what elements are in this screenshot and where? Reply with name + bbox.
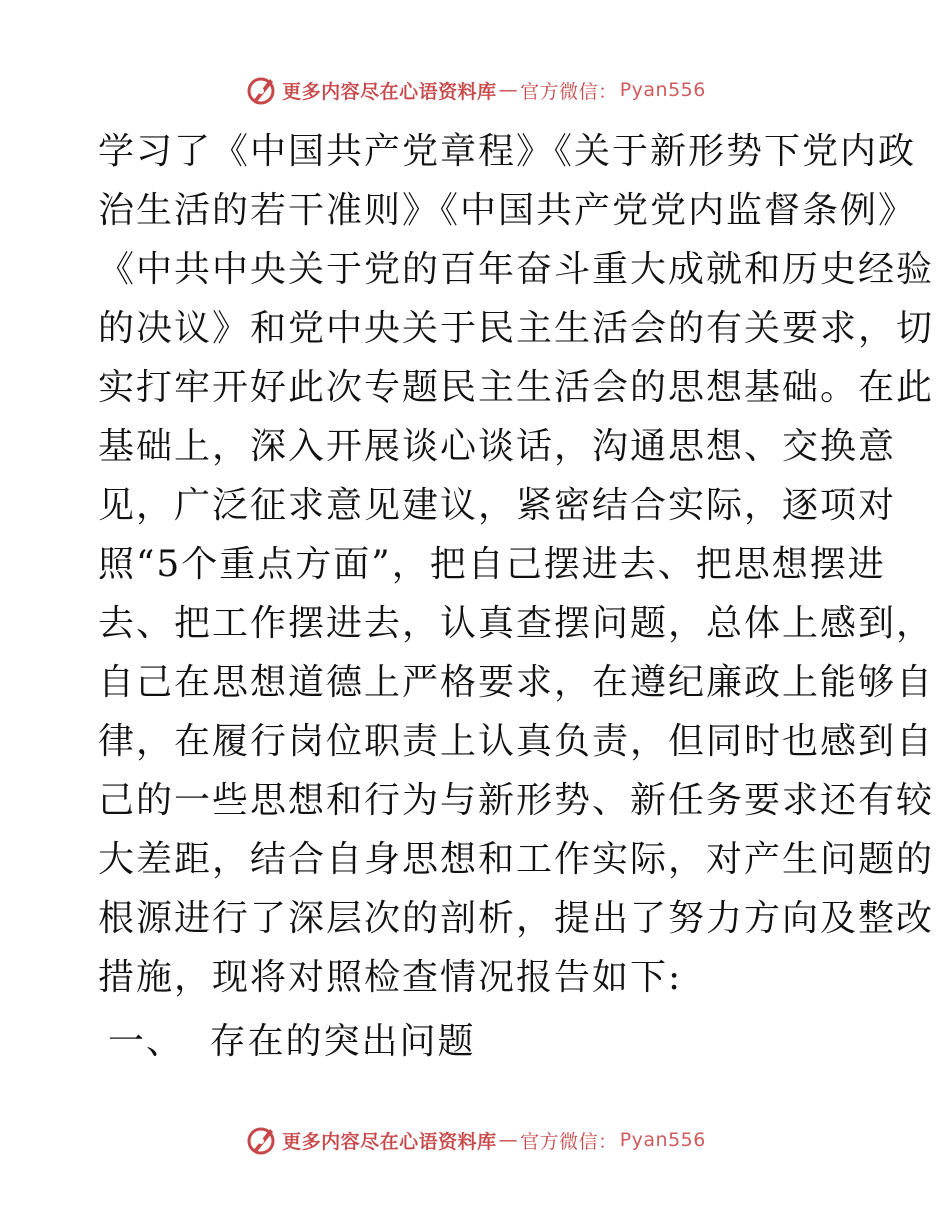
paragraph-line: 自己在思想道德上严格要求，在遵纪廉政上能够自 [98, 662, 935, 703]
footer-watermark-banner [0, 1120, 950, 1160]
paragraph-line: 大差距，结合自身思想和工作实际，对产生问题的 [98, 839, 935, 880]
banner-wechat-id: Pyan556 [619, 79, 706, 101]
banner-dash: — [498, 79, 519, 101]
section-number: 一、 [108, 1021, 185, 1062]
paragraph-line: 《中共中央关于党的百年奋斗重大成就和历史经验 [98, 249, 935, 290]
paragraph-line: 照“5个重点方面”，把自己摆进去、把思想摆进 [98, 544, 886, 585]
section-heading [108, 1012, 475, 1071]
banner-dash: — [498, 1129, 519, 1151]
paragraph-line: 根源进行了深层次的剖析，提出了努力方向及整改 [98, 898, 935, 939]
quill-logo-icon [244, 73, 278, 107]
paragraph-line: 措施，现将对照检查情况报告如下: [98, 957, 683, 998]
paragraph-line: 治生活的若干准则》《中国共产党党内监督条例》 [98, 190, 917, 231]
header-watermark-banner [0, 70, 950, 110]
paragraph-line: 己的一些思想和行为与新形势、新任务要求还有较 [98, 780, 935, 821]
paragraph-line: 基础上，深入开展谈心谈话，沟通思想、交换意 [98, 426, 897, 467]
paragraph-line: 见，广泛征求意见建议，紧密结合实际，逐项对 [98, 485, 897, 526]
paragraph-line: 的决议》和党中央关于民主生活会的有关要求，切 [98, 308, 935, 349]
paragraph-line: 学习了《中国共产党章程》《关于新形势下党内政 [98, 131, 917, 172]
banner-main-text: 更多内容尽在心语资料库 [282, 1130, 497, 1153]
paragraph-line: 实打牢开好此次专题民主生活会的思想基础。在此 [98, 367, 935, 408]
body-paragraph [98, 122, 935, 1007]
banner-wechat-label: 官方微信： [520, 1130, 618, 1153]
quill-logo-icon [244, 1123, 278, 1157]
paragraph-line: 律，在履行岗位职责上认真负责，但同时也感到自 [98, 721, 935, 762]
banner-wechat-label: 官方微信： [520, 80, 618, 103]
banner-wechat-id: Pyan556 [619, 1129, 706, 1151]
banner-main-text: 更多内容尽在心语资料库 [282, 80, 497, 103]
section-title: 存在的突出问题 [209, 1021, 476, 1062]
paragraph-line: 去、把工作摆进去，认真查摆问题，总体上感到， [98, 603, 935, 644]
